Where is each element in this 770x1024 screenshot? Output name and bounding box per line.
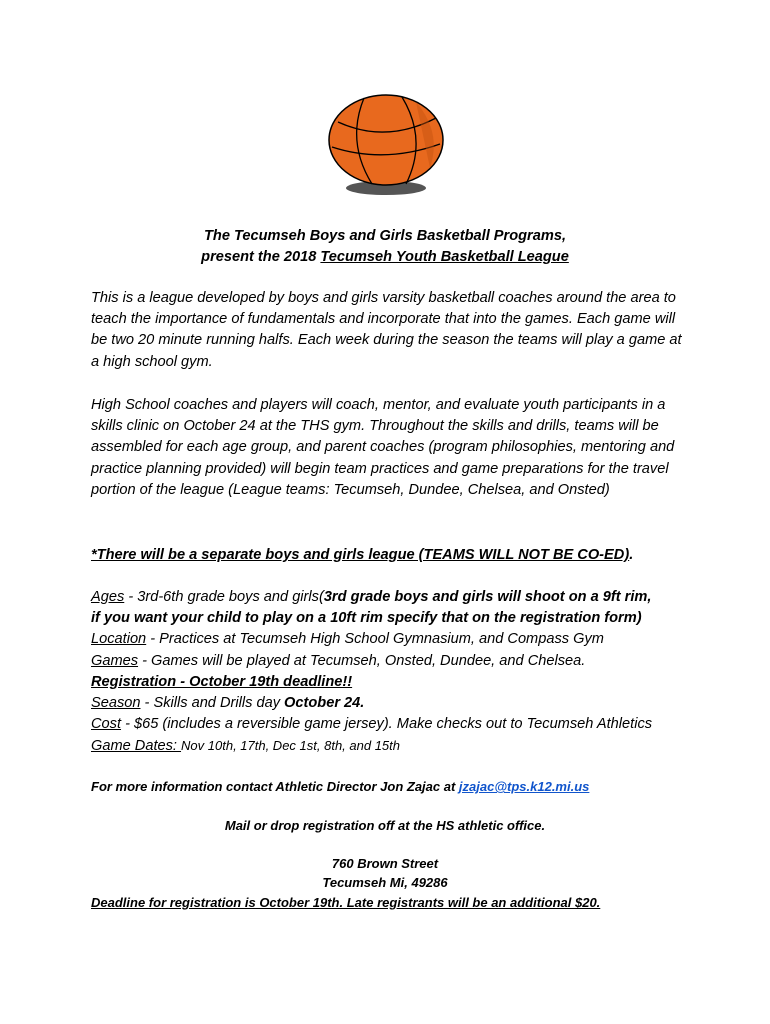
location-label: Location	[91, 631, 147, 648]
title-prefix: present the 2018	[201, 249, 321, 265]
title-line-1: The Tecumseh Boys and Girls Basketball Programs,	[204, 228, 566, 244]
league-name: Tecumseh Youth Basketball League	[320, 249, 569, 265]
program-details	[91, 587, 691, 758]
basketball-icon	[324, 92, 448, 198]
contact-line	[91, 777, 589, 796]
intro-paragraph-2: High School coaches and players will coach, mentor, and evaluate youth participants in a skills clinic on October 24 at the THS gym. Throughout the skills and drills, teams will be assembled for each age group, and parent coaches (program philosophies, mentoring and practice planning provided) will begin team practices and game preparations for the travel portion of the league (League teams: Tecumseh, Dundee, Chelsea, and Onsted)	[91, 397, 675, 498]
game-dates-label: Game Dates:	[91, 738, 182, 755]
ages-row	[91, 587, 691, 608]
games-label: Games	[91, 652, 139, 669]
address-street: 760 Brown Street	[331, 856, 439, 871]
ages-rim-note-2: if you want your child to play on a 10ft rim specify that on the registration form)	[91, 610, 642, 627]
season-label: Season	[91, 695, 141, 712]
note-suffix: .	[629, 547, 634, 563]
contact-text: For more information contact Athletic Director Jon Zajac at	[91, 779, 459, 794]
address-city: Tecumseh Mi, 49286	[322, 875, 448, 890]
season-date: October 24.	[284, 695, 365, 712]
cost-text: - $65 (includes a reversible game jersey). Make checks out to Tecumseh Athletics	[121, 716, 653, 733]
title-line-2	[91, 247, 679, 268]
separate-league-note	[91, 545, 633, 566]
ages-rim-note-1: 3rd grade boys and girls will shoot on a 9ft rim,	[323, 589, 652, 605]
note-text: *There will be a separate boys and girls league (TEAMS WILL NOT BE CO-ED)	[91, 547, 630, 563]
late-registration-deadline: Deadline for registration is October 19th. Late registrants will be an additional $20.	[91, 895, 601, 910]
location-text: - Practices at Tecumseh High School Gymnasium, and Compass Gym	[146, 631, 604, 648]
season-row	[91, 693, 691, 714]
ages-text: - 3rd-6th grade boys and girls(	[124, 589, 324, 605]
games-row	[91, 651, 691, 672]
intro-paragraph-1: This is a league developed by boys and girls varsity basketball coaches around the area to teach the importance of fundamentals and incorporate that into the games. Each game will be two 20 minute running halfs. Each week during the season the teams will play a game at a high school gym.	[91, 290, 682, 370]
cost-label: Cost	[91, 716, 122, 733]
game-dates-text: Nov 10th, 17th, Dec 1st, 8th, and 15th	[181, 738, 401, 754]
mail-instruction: Mail or drop registration off at the HS athletic office.	[224, 818, 546, 833]
ages-label: Ages	[91, 589, 125, 605]
game-dates-row	[91, 735, 691, 757]
games-text: - Games will be played at Tecumseh, Onsted, Dundee, and Chelsea.	[138, 652, 586, 669]
email-link[interactable]: jzajac@tps.k12.mi.us	[458, 779, 590, 794]
season-text: - Skills and Drills day	[140, 695, 285, 712]
cost-row	[91, 714, 691, 735]
registration-row: Registration - October 19th deadline!!	[91, 673, 353, 690]
location-row	[91, 629, 691, 650]
